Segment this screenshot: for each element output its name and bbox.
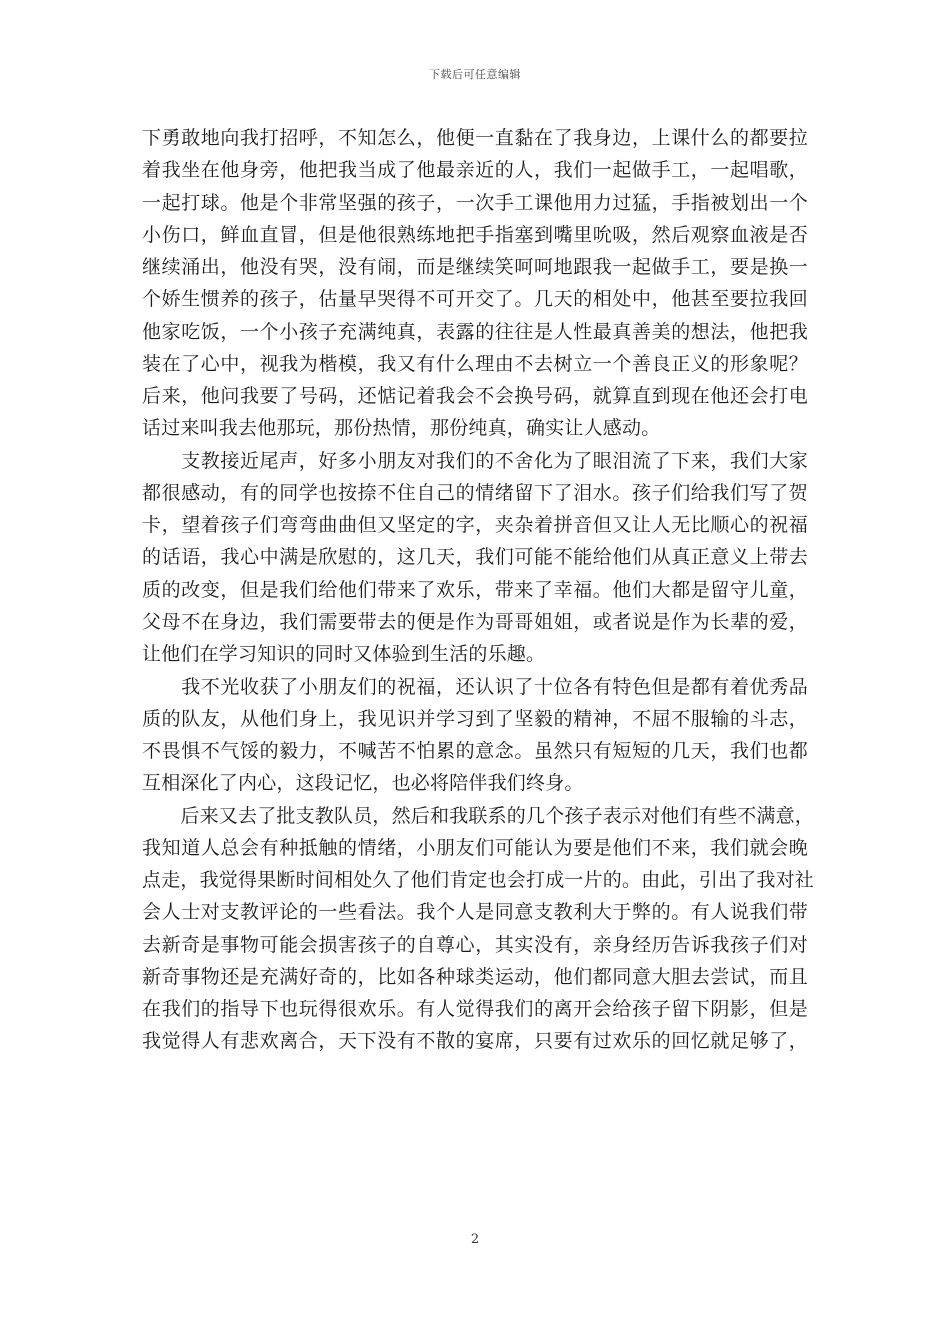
text-line: 让他们在学习知识的同时又体验到生活的乐趣。 [142, 643, 546, 666]
text-line: 去新奇是事物可能会损害孩子的自尊心，其实没有，亲身经历告诉我孩子们对 [142, 933, 808, 956]
text-line: 他家吃饭，一个小孩子充满纯真，表露的往往是人性最真善美的想法，他把我 [142, 320, 808, 343]
text-line: 不畏惧不气馁的毅力，不喊苦不怕累的意念。虽然只有短短的几天，我们也都 [142, 740, 808, 763]
text-line: 都很感动，有的同学也按捺不住自己的情绪留下了泪水。孩子们给我们写了贺 [142, 481, 808, 504]
text-line: 会人士对支教评论的一些看法。我个人是同意支教利大于弊的。有人说我们带 [142, 901, 808, 924]
text-line: 卡，望着孩子们弯弯曲曲但又坚定的字，夹杂着拼音但又让人无比顺心的祝福 [142, 514, 808, 537]
text-line: 点走，我觉得果断时间相处久了他们肯定也会打成一片的。由此，引出了我对社 [142, 869, 815, 892]
document-body [142, 122, 815, 1058]
text-line: 父母不在身边，我们需要带去的便是作为哥哥姐姐，或者说是作为长辈的爱， [142, 610, 808, 633]
text-line: 新奇事物还是充满好奇的，比如各种球类运动，他们都同意大胆去尝试，而且 [142, 965, 808, 988]
text-line: 着我坐在他身旁，他把我当成了他最亲近的人，我们一起做手工，一起唱歌， [142, 159, 808, 182]
text-line: 继续涌出，他没有哭，没有闹，而是继续笑呵呵地跟我一起做手工，要是换一 [142, 256, 808, 279]
page-number: 2 [470, 1232, 480, 1247]
text-line: 互相深化了内心，这段记忆，也必将陪伴我们终身。 [142, 772, 584, 795]
text-line: 一起打球。他是个非常坚强的孩子，一次手工课他用力过猛，手指被划出一个 [142, 191, 808, 214]
text-line: 的话语，我心中满是欣慰的，这几天，我们可能不能给他们从真正意义上带去 [142, 546, 808, 569]
text-line: 下勇敢地向我打招呼，不知怎么，他便一直黏在了我身边，上课什么的都要拉 [142, 127, 808, 149]
page-header: 下载后可任意编辑 [429, 68, 521, 81]
text-line: 个娇生惯养的孩子，估量早哭得不可开交了。几天的相处中，他甚至要拉我回 [142, 288, 808, 311]
text-line: 在我们的指导下也玩得很欢乐。有人觉得我们的离开会给孩子留下阴影，但是 [142, 998, 808, 1021]
text-line: 我不光收获了小朋友们的祝福，还认识了十位各有特色但是都有着优秀品 [142, 675, 808, 698]
text-line: 我知道人总会有种抵触的情绪，小朋友们可能认为要是他们不来，我们就会晚 [142, 836, 808, 859]
text-line: 后来，他问我要了号码，还惦记着我会不会换号码，就算直到现在他还会打电 [142, 385, 808, 408]
text-line: 我觉得人有悲欢离合，天下没有不散的宴席，只要有过欢乐的回忆就足够了， [142, 1030, 808, 1053]
text-line: 话过来叫我去他那玩，那份热情，那份纯真，确实让人感动。 [142, 417, 661, 440]
text-line: 质的队友，从他们身上，我见识并学习到了坚毅的精神，不屈不服输的斗志， [142, 707, 808, 730]
text-line: 装在了心中，视我为楷模，我又有什么理由不去树立一个善良正义的形象呢？ [142, 352, 808, 375]
text-line: 小伤口，鲜血直冒，但是他很熟练地把手指塞到嘴里吮吸，然后观察血液是否 [142, 223, 808, 246]
text-line: 质的改变，但是我们给他们带来了欢乐，带来了幸福。他们大都是留守儿童， [142, 578, 808, 601]
text-line: 后来又去了批支教队员，然后和我联系的几个孩子表示对他们有些不满意， [142, 804, 815, 827]
text-line: 支教接近尾声，好多小朋友对我们的不舍化为了眼泪流了下来，我们大家 [142, 449, 808, 472]
